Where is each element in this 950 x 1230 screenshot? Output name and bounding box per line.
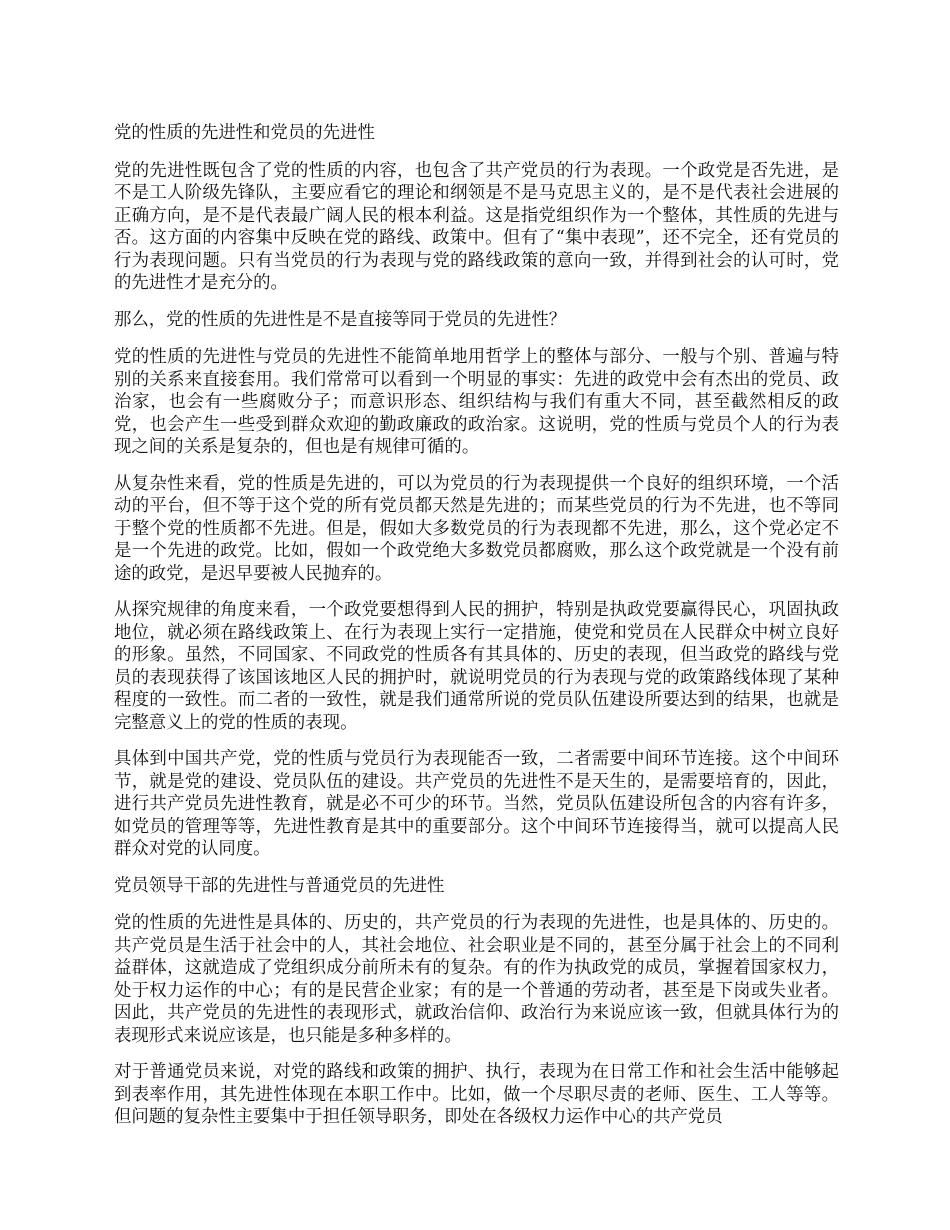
body-paragraph: 具体到中国共产党，党的性质与党员行为表现能否一致，二者需要中间环节连接。这个中间环节，就是党的建设、党员队伍的建设。共产党员的先进性不是天生的，是需要培育的，因此，进行共产党员先进性教育，就是必不可少的环节。当然，党员队伍建设所包含的内容有许多，如党员的管理等等，先进性教育是其中的重要部分。这个中间环节连接得当，就可以提高人民群众对党的认同度。 xyxy=(114,749,839,859)
body-paragraph: 党的性质的先进性与党员的先进性不能简单地用哲学上的整体与部分、一般与个别、普遍与特别的关系来直接套用。我们常常可以看到一个明显的事实：先进的政党中会有杰出的党员、政治家，也会有一些腐败分子；而意识形态、组织结构与我们有重大不同，甚至截然相反的政党，也会产生一些受到群众欢迎的勤政廉政的政治家。这说明，党的性质与党员个人的行为表现之间的关系是复杂的，但也是有规律可循的。 xyxy=(114,347,839,457)
body-paragraph: 从探究规律的角度来看，一个政党要想得到人民的拥护，特别是执政党要赢得民心，巩固执政地位，就必须在路线政策上、在行为表现上实行一定措施，使党和党员在人民群众中树立良好的形象。虽然，不同国家、不同政党的性质各有其具体的、历史的表现，但当政党的路线与党员的表现获得了该国该地区人民的拥护时，就说明党员的行为表现与党的政策路线体现了某种程度的一致性。而二者的一致性，就是我们通常所说的党员队伍建设所要达到的结果，也就是完整意义上的党的性质的表现。 xyxy=(114,600,839,733)
section-heading: 党员领导干部的先进性与普通党员的先进性 xyxy=(114,875,445,896)
body-paragraph: 对于普通党员来说，对党的路线和政策的拥护、执行，表现为在日常工作和社会生活中能够起到表率作用，其先进性体现在本职工作中。比如，做一个尽职尽责的老师、医生、工人等等。但问题的复杂性主要集中于担任领导职务，即处在各级权力运作中心的共产党员 xyxy=(114,1062,839,1127)
document-body xyxy=(114,122,839,1143)
body-paragraph: 党的先进性既包含了党的性质的内容，也包含了共产党员的行为表现。一个政党是否先进，是不是工人阶级先锋队，主要应看它的理论和纲领是不是马克思主义的，是不是代表社会进展的正确方向，是不是代表最广阔人民的根本利益。这是指党组织作为一个整体，其性质的先进与否。这方面的内容集中反映在党的路线、政策中。但有了“集中表现”，还不完全，还有党员的行为表现问题。只有当党员的行为表现与党的路线政策的意向一致，并得到社会的认可时，党的先进性才是充分的。 xyxy=(114,160,839,293)
body-paragraph: 从复杂性来看，党的性质是先进的，可以为党员的行为表现提供一个良好的组织环境，一个活动的平台，但不等于这个党的所有党员都天然是先进的；而某些党员的行为不先进，也不等同于整个党的性质都不先进。但是，假如大多数党员的行为表现都不先进，那么，这个党必定不是一个先进的政党。比如，假如一个政党绝大多数党员都腐败，那么这个政党就是一个没有前途的政党，是迟早要被人民抛弃的。 xyxy=(114,473,839,584)
question-heading: 那么，党的性质的先进性是不是直接等同于党员的先进性？ xyxy=(114,309,567,330)
body-paragraph: 党的性质的先进性是具体的、历史的，共产党员的行为表现的先进性，也是具体的、历史的。共产党员是生活于社会中的人，其社会地位、社会职业是不同的，甚至分属于社会上的不同利益群体，这就造成了党组织成分前所未有的复杂。有的作为执政党的成员，掌握着国家权力，处于权力运作的中心；有的是民营企业家；有的是一个普通的劳动者，甚至是下岗或失业者。因此，共产党员的先进性的表现形式，就政治信仰、政治行为来说应该一致，但就具体行为的表现形式来说应该是，也只能是多种多样的。 xyxy=(114,913,839,1046)
section-heading: 党的性质的先进性和党员的先进性 xyxy=(114,123,375,143)
